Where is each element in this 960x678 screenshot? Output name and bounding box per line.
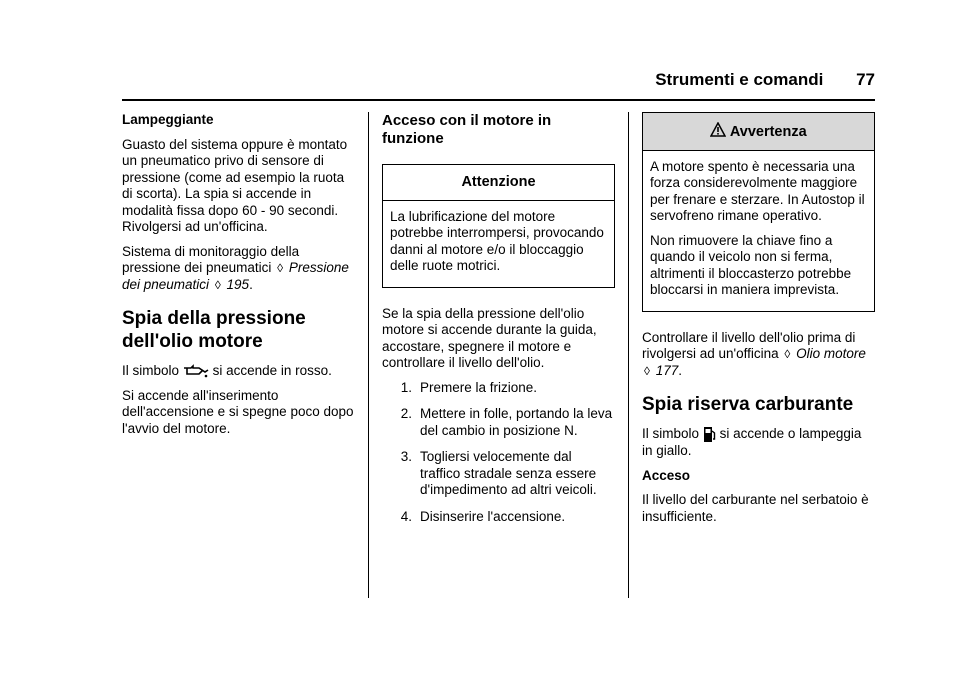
cross-reference-link[interactable]: Pressione dei pneumatici (122, 260, 349, 292)
header-rule (122, 99, 875, 101)
fuel-pump-icon (703, 426, 716, 443)
paragraph: Si accende all'inserimento dell'accensione e si spegne poco dopo l'avvio del motore. (122, 387, 354, 436)
paragraph: Il livello del carburante nel serbatoio è insufficiente. (642, 492, 869, 524)
subheading-flashing: Lampeggiante (122, 112, 214, 127)
section-title: Strumenti e comandi (655, 70, 824, 89)
warning-text: A motore spento è necessaria una forza considerevolmente maggiore per frenare e sterzare. In Autostop il servofreno rimane operativo. (650, 158, 865, 223)
paragraph: Guasto del sistema oppure è montato un pneumatico privo di sensore di pressione (come ad esempio la ruota di scorta). La spia si accende in modalità fissa dopo 60 - 90 secondi. Rivolgersi ad un'officina. (122, 136, 348, 234)
paragraph-ref: Sistema di monitoraggio della pressione dei pneumatici ◊ Pressione dei pneumatici ◊ 195. (122, 243, 349, 292)
list-item: 4. Disinserire l'accensione. (400, 508, 566, 524)
oil-pressure-icon (183, 364, 209, 378)
page-ref-icon: ◊ (784, 347, 791, 361)
warning-title: Avvertenza (643, 113, 874, 151)
column-divider (628, 112, 629, 598)
steps-list (382, 380, 615, 526)
section-heading: Spia della pressione dell'olio motore (122, 308, 306, 352)
symbol-paragraph: Il simbolo si accende o lampeggia in giallo. (642, 426, 862, 458)
caution-box (382, 164, 615, 288)
paragraph: Se la spia della pressione dell'olio motore si accende durante la guida, accostare, spegnere il motore e controllare il livello dell'olio. (382, 305, 597, 370)
column-left (122, 112, 354, 445)
page-header (600, 70, 875, 90)
subheading-on: Acceso (642, 467, 691, 483)
column-divider (368, 112, 369, 598)
page-ref-icon: ◊ (277, 261, 284, 275)
column-right (642, 112, 875, 533)
page-ref-number[interactable]: 195 (226, 276, 250, 292)
section-heading: Spia riserva carburante (642, 394, 854, 415)
list-item: 2. Mettere in folle, portando la leva del cambio in posizione N. (400, 406, 613, 438)
cross-reference-link[interactable]: Olio motore (796, 346, 866, 361)
page-ref-icon: ◊ (644, 363, 650, 378)
warning-box (642, 112, 875, 312)
column-middle (382, 112, 615, 535)
page-ref-icon: ◊ (214, 277, 221, 292)
symbol-paragraph: Il simbolo si accende in rosso. (122, 363, 332, 378)
warning-triangle-icon (710, 122, 726, 138)
page-ref-number[interactable]: 177 (655, 362, 679, 378)
caution-title: Attenzione (383, 165, 614, 201)
section-heading: Acceso con il motore in funzione (382, 112, 552, 147)
warning-text: Non rimuovere la chiave fino a quando il veicolo non si ferma, altrimenti il bloccasterzo potrebbe bloccarsi in maniera imprevista. (650, 232, 852, 297)
caution-text: La lubrificazione del motore potrebbe interrompersi, provocando danni al motore e/o il bloccaggio delle ruote motrici. (390, 208, 604, 273)
page-number: 77 (856, 70, 875, 89)
paragraph-ref: Controllare il livello dell'olio prima di rivolgersi ad un'officina ◊ Olio motore ◊ 177. (642, 329, 866, 378)
list-item: 1. Premere la frizione. (400, 379, 538, 395)
list-item: 3. Togliersi velocemente dal traffico stradale senza essere d'impedimento ad altri veicoli. (400, 449, 597, 497)
